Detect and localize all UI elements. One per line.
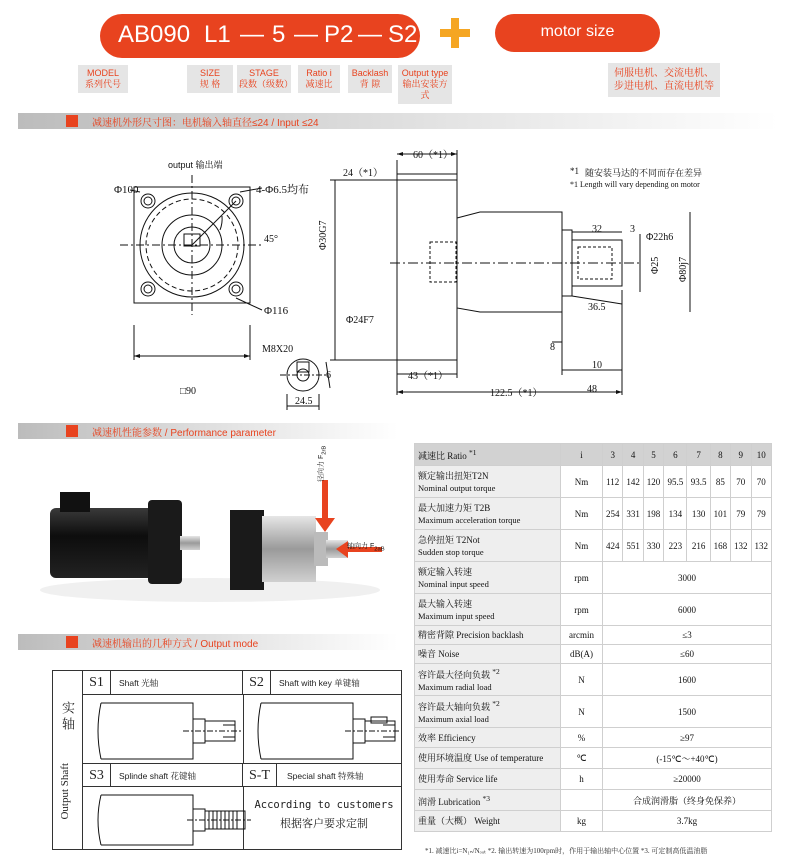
code-ab: AB bbox=[118, 21, 151, 48]
row-cn: 容许最大径向负载 bbox=[418, 670, 491, 680]
code-dash-3: — bbox=[358, 21, 382, 48]
table-cell: 101 bbox=[710, 498, 730, 530]
row-name bbox=[415, 696, 561, 728]
row-cn: 噪音 Noise bbox=[418, 649, 460, 659]
ratio-header-sup: *1 bbox=[469, 448, 477, 457]
motor-size-banner bbox=[495, 14, 660, 52]
row-name bbox=[415, 769, 561, 790]
code-backlash: P2 bbox=[324, 21, 354, 48]
row-cn: 效率 Efficiency bbox=[418, 732, 476, 743]
section-marker bbox=[66, 115, 78, 127]
table-cell: ≤60 bbox=[603, 645, 772, 664]
tag-model-cn: 系列代号 bbox=[84, 79, 121, 89]
gearbox-body bbox=[262, 516, 316, 582]
ratio-5: 5 bbox=[643, 444, 663, 466]
tag-ratio-cn: 减速比 bbox=[305, 79, 333, 89]
table-cell: 79 bbox=[731, 498, 751, 530]
dim-m8: M8X20 bbox=[262, 344, 294, 355]
table-cell: 95.5 bbox=[664, 466, 687, 498]
tag-backlash-en: Backlash bbox=[351, 68, 389, 78]
table-cell: 93.5 bbox=[687, 466, 710, 498]
table-row bbox=[415, 811, 772, 832]
dim-phi25: Φ25 bbox=[650, 256, 661, 274]
s2-body bbox=[261, 703, 353, 759]
row-cn: 急停扭矩 T2Not bbox=[418, 534, 480, 545]
table-cell: 254 bbox=[603, 498, 623, 530]
row-unit: % bbox=[561, 728, 603, 748]
dim-phi22: Φ22h6 bbox=[646, 232, 674, 243]
dim-phi30: Φ30G7 bbox=[318, 220, 329, 250]
row-cn: 额定输出扭矩T2N bbox=[418, 470, 489, 481]
note-cn: 随安装马达的不同而存在差异 bbox=[585, 168, 703, 178]
section-title-dimensions: 减速机外形尺寸图：电机输入轴直径≤24 / Input ≤24 bbox=[92, 118, 319, 129]
s3-body bbox=[101, 795, 193, 845]
ratio-header-name: 减速比 Ratio bbox=[418, 451, 467, 461]
code-size: 090 bbox=[150, 21, 191, 48]
code-ratio: 5 bbox=[272, 21, 286, 48]
dim-phi80: Φ80j7 bbox=[678, 256, 689, 282]
output-end-label: output 输出端 bbox=[168, 160, 223, 170]
dim-d60: 60（*1） bbox=[413, 150, 453, 161]
dim-d10: 10 bbox=[592, 360, 602, 371]
dim-d24: 24（*1） bbox=[343, 168, 383, 179]
radial-force-label bbox=[316, 446, 327, 482]
axial-force-label bbox=[347, 541, 385, 552]
tag-model bbox=[78, 65, 128, 93]
tag-model-en: MODEL bbox=[86, 68, 119, 78]
axial-force-text: 轴向力 F bbox=[347, 543, 375, 550]
table-cell: 120 bbox=[643, 466, 663, 498]
row-name bbox=[415, 664, 561, 696]
table-row bbox=[415, 562, 772, 594]
table-cell: 551 bbox=[623, 530, 643, 562]
row-name bbox=[415, 594, 561, 626]
section-marker bbox=[66, 425, 78, 437]
table-cell: 79 bbox=[751, 498, 771, 530]
row-unit: h bbox=[561, 769, 603, 790]
ratio-9: 9 bbox=[731, 444, 751, 466]
output-mode-table bbox=[52, 670, 402, 850]
dim-phi24f: Φ24F7 bbox=[346, 315, 374, 326]
section-title-performance: 减速机性能参数 / Performance parameter bbox=[92, 428, 276, 439]
tag-output-en: Output type bbox=[401, 68, 449, 78]
side-en: Output Shaft bbox=[59, 763, 71, 820]
ratio-header-cell bbox=[415, 444, 561, 466]
row-name bbox=[415, 466, 561, 498]
row-name bbox=[415, 811, 561, 832]
table-row bbox=[415, 466, 772, 498]
radial-force-sub: 2rB bbox=[321, 445, 328, 455]
table-cell: 134 bbox=[664, 498, 687, 530]
table-row bbox=[415, 748, 772, 769]
row-unit: rpm bbox=[561, 562, 603, 594]
ratio-3: 3 bbox=[603, 444, 623, 466]
row-unit: Nm bbox=[561, 530, 603, 562]
row-unit: arcmin bbox=[561, 626, 603, 645]
table-cell: 132 bbox=[731, 530, 751, 562]
dim-d48: 48 bbox=[587, 384, 597, 395]
custom-cn: 根据客户要求定制 bbox=[280, 818, 368, 830]
table-cell: 85 bbox=[710, 466, 730, 498]
row-name bbox=[415, 626, 561, 645]
table-row bbox=[415, 444, 772, 466]
table-cell: 223 bbox=[664, 530, 687, 562]
table-cell: 168 bbox=[710, 530, 730, 562]
row-en: Nominal input speed bbox=[418, 578, 489, 589]
output-shaft-side bbox=[53, 671, 83, 849]
dim-d245: 24.5 bbox=[295, 396, 313, 407]
radial-force-arrow bbox=[322, 480, 328, 520]
table-cell: 130 bbox=[687, 498, 710, 530]
dim-d365: 36.5 bbox=[588, 302, 606, 313]
row-unit: Nm bbox=[561, 498, 603, 530]
row-sup: *3 bbox=[482, 793, 490, 803]
table-row bbox=[415, 664, 772, 696]
code-stage: L1 bbox=[204, 21, 231, 48]
table-cell: 330 bbox=[643, 530, 663, 562]
section-marker bbox=[66, 636, 78, 648]
row-sup: *2 bbox=[492, 699, 500, 708]
code-output: S2 bbox=[388, 21, 418, 48]
table-cell: 198 bbox=[643, 498, 663, 530]
table-row bbox=[415, 626, 772, 645]
code-s3: S3 bbox=[83, 764, 111, 787]
tag-backlash-cn: 背 隙 bbox=[359, 79, 381, 89]
note-en: *1 Length will vary depending on motor bbox=[570, 180, 700, 189]
table-cell: 216 bbox=[687, 530, 710, 562]
row-unit: dB(A) bbox=[561, 645, 603, 664]
row-name bbox=[415, 530, 561, 562]
radial-force-text: 径向力 F bbox=[318, 454, 325, 482]
table-cell: 合成润滑脂（终身免保养） bbox=[603, 790, 772, 811]
section-title-output-mode: 减速机输出的几种方式 / Output mode bbox=[92, 639, 259, 650]
table-footnote: *1. 减速比i=N₁ₙ/Nₒᵤₜ *2. 输出转速为100rpm时，作用于输出轴中心位置 *3. 可定制高低温油脂 bbox=[425, 847, 708, 855]
table-row bbox=[415, 498, 772, 530]
dim-d3: 3 bbox=[630, 224, 635, 235]
row-name bbox=[415, 728, 561, 748]
dim-d32: 32 bbox=[592, 224, 602, 235]
ratio-6: 6 bbox=[664, 444, 687, 466]
tag-ratio-en: Ratio i bbox=[306, 68, 332, 78]
housing-taper bbox=[457, 212, 562, 312]
row-unit: Nm bbox=[561, 466, 603, 498]
tag-motor-types bbox=[608, 63, 720, 97]
row-name bbox=[415, 562, 561, 594]
row-name bbox=[415, 498, 561, 530]
table-cell: (-15℃～+40℃) bbox=[603, 748, 772, 769]
table-cell: 112 bbox=[603, 466, 623, 498]
desc-s2: Shaft with key 单键轴 bbox=[279, 678, 360, 688]
shaft-section bbox=[287, 359, 319, 391]
table-row bbox=[415, 769, 772, 790]
gearbox-flange bbox=[230, 510, 264, 590]
row-name bbox=[415, 790, 561, 811]
ratio-10: 10 bbox=[751, 444, 771, 466]
tag-size bbox=[187, 65, 233, 93]
section-bar-output-mode bbox=[18, 634, 398, 650]
desc-s3: Splinde shaft 花键轴 bbox=[119, 771, 197, 781]
section-bar-performance bbox=[18, 423, 398, 439]
row-unit: kg bbox=[561, 811, 603, 832]
row-unit: N bbox=[561, 664, 603, 696]
row-unit: rpm bbox=[561, 594, 603, 626]
tag-size-en: SIZE bbox=[199, 68, 220, 78]
dim-sq90: □90 bbox=[180, 386, 197, 397]
table-cell: ≥20000 bbox=[603, 769, 772, 790]
axial-force-sub: 2aB bbox=[374, 546, 385, 553]
code-st: S-T bbox=[243, 764, 277, 787]
product-photo bbox=[30, 470, 400, 620]
row-cn: 精密背隙 Precision backlash bbox=[418, 630, 524, 640]
table-cell: 70 bbox=[751, 466, 771, 498]
table-cell: 331 bbox=[623, 498, 643, 530]
table-cell: ≥97 bbox=[603, 728, 772, 748]
table-cell: 132 bbox=[751, 530, 771, 562]
dim-phi100: Φ100 bbox=[114, 184, 139, 196]
tag-output-cn: 输出安装方式 bbox=[402, 79, 448, 100]
row-sup: *2 bbox=[492, 667, 500, 676]
tag-size-cn: 规 格 bbox=[199, 79, 221, 89]
row-unit bbox=[561, 790, 603, 811]
dim-d1225: 122.5（*1） bbox=[490, 388, 543, 399]
table-cell: ≤3 bbox=[603, 626, 772, 645]
table-row bbox=[415, 594, 772, 626]
table-row bbox=[415, 530, 772, 562]
table-row bbox=[415, 728, 772, 748]
table-row bbox=[415, 790, 772, 811]
dim-key6: 6 bbox=[326, 370, 331, 381]
row-cn: 最大输入转速 bbox=[418, 598, 473, 609]
table-cell: 1500 bbox=[603, 696, 772, 728]
row-cn: 润滑 Lubrication bbox=[418, 796, 481, 807]
s1-body bbox=[101, 703, 193, 759]
code-dash-1: — bbox=[240, 21, 264, 48]
ratio-8: 8 bbox=[710, 444, 730, 466]
desc-s1: Shaft 光轴 bbox=[119, 678, 159, 688]
note-star: *1 bbox=[570, 166, 579, 176]
table-cell: 424 bbox=[603, 530, 623, 562]
ratio-4: 4 bbox=[623, 444, 643, 466]
table-row bbox=[415, 696, 772, 728]
custom-en: According to customers bbox=[254, 799, 394, 811]
model-code-banner bbox=[100, 14, 420, 58]
row-cn: 使用寿命 Service life bbox=[418, 774, 498, 784]
desc-st: Special shaft 特殊轴 bbox=[287, 771, 364, 781]
tag-ratio bbox=[298, 65, 340, 93]
dim-d8: 8 bbox=[550, 342, 555, 353]
tag-output bbox=[398, 65, 452, 104]
code-s1: S1 bbox=[83, 671, 111, 694]
row-unit: ℃ bbox=[561, 748, 603, 769]
tag-stage-cn: 段数（级数） bbox=[239, 79, 294, 89]
ratio-header-unit: i bbox=[561, 444, 603, 466]
row-cn: 最大加速力矩 T2B bbox=[418, 502, 491, 513]
table-cell: 142 bbox=[623, 466, 643, 498]
row-en: Maximum input speed bbox=[418, 610, 495, 621]
table-row bbox=[415, 645, 772, 664]
table-cell: 3000 bbox=[603, 562, 772, 594]
row-cn: 容许最大轴向负载 bbox=[418, 702, 491, 712]
tag-backlash bbox=[348, 65, 392, 93]
row-cn: 使用环境温度 Use of temperature bbox=[418, 753, 544, 763]
plus-icon bbox=[440, 18, 470, 48]
row-en: Maximum radial load bbox=[418, 682, 492, 692]
ratio-7: 7 bbox=[687, 444, 710, 466]
row-en: Nominal output torque bbox=[418, 482, 496, 493]
dim-holes: 4-Φ6.5均布 bbox=[256, 184, 309, 196]
tag-motor-line-2: 步进电机、直流电机等 bbox=[614, 81, 714, 92]
dim-phi116: Φ116 bbox=[264, 305, 289, 317]
dim-angle: 45° bbox=[264, 234, 278, 245]
tag-stage-en: STAGE bbox=[249, 68, 279, 78]
section-bar-dimensions bbox=[18, 113, 778, 129]
code-s2: S2 bbox=[243, 671, 271, 694]
row-cn: 额定输入转速 bbox=[418, 566, 473, 577]
row-cn: 重量（大概） Weight bbox=[418, 816, 501, 826]
row-en: Sudden stop torque bbox=[418, 546, 484, 557]
table-cell: 70 bbox=[731, 466, 751, 498]
row-en: Maximum acceleration torque bbox=[418, 514, 521, 525]
performance-table bbox=[414, 443, 772, 832]
motor-size-label: motor size bbox=[540, 23, 615, 40]
housing-body bbox=[397, 180, 457, 360]
dim-d43: 43（*1） bbox=[408, 371, 448, 382]
side-cn: 实 轴 bbox=[60, 701, 75, 731]
tag-motor-line-1: 伺服电机、交流电机、 bbox=[614, 68, 714, 79]
row-name bbox=[415, 645, 561, 664]
row-unit: N bbox=[561, 696, 603, 728]
table-cell: 3.7kg bbox=[603, 811, 772, 832]
row-en: Maximum axial load bbox=[418, 714, 489, 724]
code-dash-2: — bbox=[294, 21, 318, 48]
row-name bbox=[415, 748, 561, 769]
table-cell: 6000 bbox=[603, 594, 772, 626]
tag-stage bbox=[237, 65, 294, 93]
table-cell: 1600 bbox=[603, 664, 772, 696]
